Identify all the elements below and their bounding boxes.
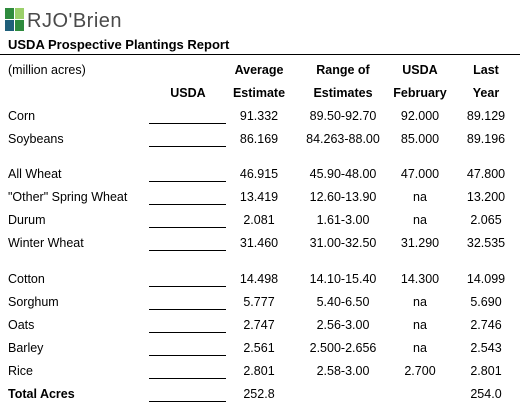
row-label-cotton: Cotton xyxy=(8,272,45,286)
usda-blank-soybeans xyxy=(149,146,226,147)
last-barley: 2.543 xyxy=(470,341,502,355)
row-label-rice: Rice xyxy=(8,364,34,378)
avg-corn: 91.332 xyxy=(239,109,279,123)
last-winter-wheat: 32.535 xyxy=(466,236,506,250)
range-other-spring-wheat: 12.60-13.90 xyxy=(309,190,377,204)
range-rice: 2.58-3.00 xyxy=(316,364,370,378)
usda-blank-winter-wheat xyxy=(149,250,226,251)
feb-soybeans: 85.000 xyxy=(400,132,440,146)
feb-oats: na xyxy=(413,318,427,332)
col-header-feb-2: February xyxy=(393,86,447,100)
usda-blank-oats xyxy=(149,332,226,333)
col-header-feb-1: USDA xyxy=(402,63,438,77)
usda-blank-barley xyxy=(149,355,226,356)
range-barley: 2.500-2.656 xyxy=(309,341,377,355)
row-label-total-acres: Total Acres xyxy=(8,387,75,401)
last-rice: 2.801 xyxy=(470,364,502,378)
avg-cotton: 14.498 xyxy=(239,272,279,286)
avg-sorghum: 5.777 xyxy=(243,295,275,309)
logo-text: RJO'Brien xyxy=(27,10,123,32)
row-label-winter-wheat: Winter Wheat xyxy=(8,236,84,250)
feb-winter-wheat: 31.290 xyxy=(400,236,440,250)
last-total-acres: 254.0 xyxy=(470,387,502,401)
usda-blank-durum xyxy=(149,227,226,228)
row-label-soybeans: Soybeans xyxy=(8,132,64,146)
avg-other-spring-wheat: 13.419 xyxy=(239,190,279,204)
units-note: (million acres) xyxy=(8,63,86,77)
range-oats: 2.56-3.00 xyxy=(316,318,370,332)
range-cotton: 14.10-15.40 xyxy=(309,272,377,286)
row-label-sorghum: Sorghum xyxy=(8,295,59,309)
avg-durum: 2.081 xyxy=(243,213,275,227)
last-corn: 89.129 xyxy=(466,109,506,123)
col-header-last-2: Year xyxy=(472,86,500,100)
feb-all-wheat: 47.000 xyxy=(400,167,440,181)
row-label-barley: Barley xyxy=(8,341,44,355)
row-label-corn: Corn xyxy=(8,109,36,123)
col-header-usda: USDA xyxy=(170,86,206,100)
usda-blank-all-wheat xyxy=(149,181,226,182)
avg-total-acres: 252.8 xyxy=(243,387,275,401)
feb-sorghum: na xyxy=(413,295,427,309)
feb-corn: 92.000 xyxy=(400,109,440,123)
title-divider xyxy=(0,54,520,55)
row-label-oats: Oats xyxy=(8,318,35,332)
col-header-average-1: Average xyxy=(234,63,284,77)
row-label-durum: Durum xyxy=(8,213,46,227)
col-header-average-2: Estimate xyxy=(232,86,286,100)
row-label-other-spring-wheat: "Other" Spring Wheat xyxy=(8,190,128,204)
usda-blank-sorghum xyxy=(149,309,226,310)
avg-barley: 2.561 xyxy=(243,341,275,355)
col-header-range-2: Estimates xyxy=(313,86,373,100)
usda-blank-rice xyxy=(149,378,226,379)
report-title: USDA Prospective Plantings Report xyxy=(8,37,230,52)
feb-barley: na xyxy=(413,341,427,355)
feb-cotton: 14.300 xyxy=(400,272,440,286)
last-all-wheat: 47.800 xyxy=(466,167,506,181)
feb-durum: na xyxy=(413,213,427,227)
avg-all-wheat: 46.915 xyxy=(239,167,279,181)
range-soybeans: 84.263-88.00 xyxy=(306,132,380,146)
last-sorghum: 5.690 xyxy=(470,295,502,309)
last-durum: 2.065 xyxy=(470,213,502,227)
range-all-wheat: 45.90-48.00 xyxy=(309,167,377,181)
range-corn: 89.50-92.70 xyxy=(309,109,377,123)
avg-soybeans: 86.169 xyxy=(239,132,279,146)
avg-oats: 2.747 xyxy=(243,318,275,332)
range-winter-wheat: 31.00-32.50 xyxy=(309,236,377,250)
range-durum: 1.61-3.00 xyxy=(316,213,370,227)
col-header-last-1: Last xyxy=(473,63,499,77)
last-other-spring-wheat: 13.200 xyxy=(466,190,506,204)
usda-blank-corn xyxy=(149,123,226,124)
col-header-range-1: Range of xyxy=(316,63,370,77)
usda-blank-total-acres xyxy=(149,401,226,402)
feb-rice: 2.700 xyxy=(404,364,436,378)
last-oats: 2.746 xyxy=(470,318,502,332)
range-sorghum: 5.40-6.50 xyxy=(316,295,370,309)
last-soybeans: 89.196 xyxy=(466,132,506,146)
avg-rice: 2.801 xyxy=(243,364,275,378)
feb-other-spring-wheat: na xyxy=(413,190,427,204)
avg-winter-wheat: 31.460 xyxy=(239,236,279,250)
row-label-all-wheat: All Wheat xyxy=(8,167,62,181)
usda-blank-cotton xyxy=(149,286,226,287)
usda-blank-other-spring-wheat xyxy=(149,204,226,205)
last-cotton: 14.099 xyxy=(466,272,506,286)
rjobrien-logo-icon xyxy=(5,8,25,32)
